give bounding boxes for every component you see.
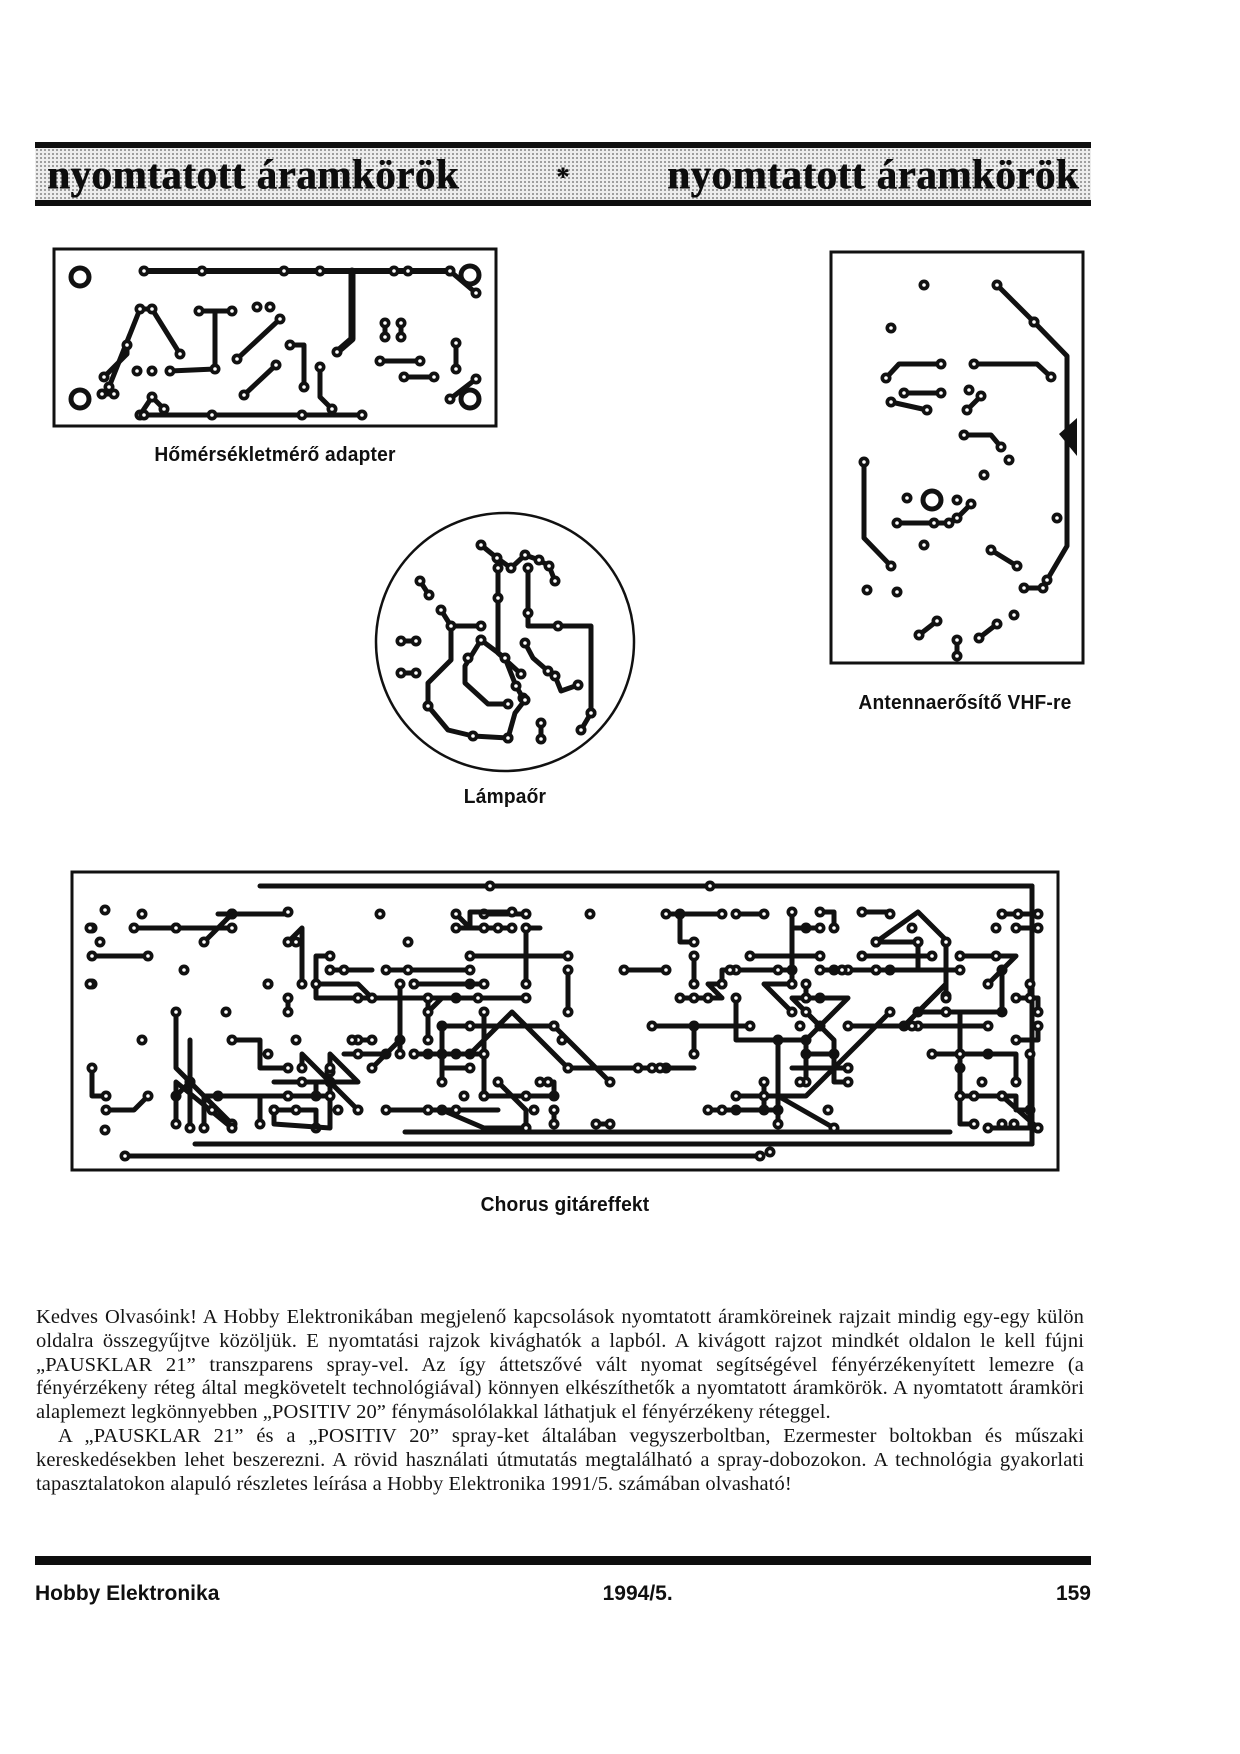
body-paragraph-1: Kedves Olvasóink! A Hobby Elektronikában megjelenő kapcsolások nyomtatott áramköreinek rajzait mindig egy-egy külön oldalra összegyűjtve közöljük. E nyomtatási rajzok kivághatók a lapból. A kivágott rajzot mindkét oldalon le kell fújni „PAUSKLAR 21” transzparens spray-vel. Az így áttetszővé vált nyomat segítségével fényérzékenyített lemezre (a fényérzékeny réteg által megkövetelt technológiával) könnyen elkészíthetők a nyomtatott áramkörök. A nyomtatott áramköri alaplemezt legkönnyebben „POSITIV 20” fénymásolólakkal láthatjuk el fényérzékeny réteggel. bbox=[36, 1306, 1084, 1424]
footer-issue: 1994/5. bbox=[602, 1582, 673, 1605]
page-footer bbox=[35, 1582, 1091, 1606]
footer-journal-name: Hobby Elektronika bbox=[35, 1582, 220, 1605]
pcb-figure-antenna-amplifier bbox=[829, 250, 1085, 665]
pcb-figure-chorus-effect bbox=[70, 870, 1060, 1172]
body-paragraph-2: A „PAUSKLAR 21” és a „POSITIV 20” spray-ket általában vegyszerboltban, Ezermester boltokban és műszaki kereskedésekben lehet beszerezni. A rövid használati útmutatás megtalálható a spray-dobozokon. A technológia gyakorlati tapasztalatokon alapuló részletes leírása a Hobby Elektronika 1991/5. számában olvasható! bbox=[36, 1424, 1084, 1495]
section-title-right: nyomtatott áramkörök bbox=[667, 150, 1079, 198]
section-title-left: nyomtatott áramkörök bbox=[47, 150, 459, 198]
figure-caption-lamp-guard: Lámpaőr bbox=[463, 786, 547, 808]
pcb-figure-temperature-adapter bbox=[52, 247, 498, 428]
pcb-figure-lamp-guard bbox=[373, 508, 637, 776]
section-header-band bbox=[35, 142, 1091, 206]
figure-caption-antenna-amplifier: Antennaerősítő VHF-re bbox=[858, 692, 1072, 714]
article-body bbox=[36, 1306, 1084, 1496]
footer-rule bbox=[35, 1556, 1091, 1565]
figure-caption-chorus-effect: Chorus gitáreffekt bbox=[480, 1194, 650, 1216]
footer-page-number: 159 bbox=[1055, 1582, 1091, 1605]
asterisk-separator-icon: * bbox=[556, 161, 570, 192]
figure-caption-temperature-adapter: Hőmérsékletmérő adapter bbox=[154, 444, 396, 466]
